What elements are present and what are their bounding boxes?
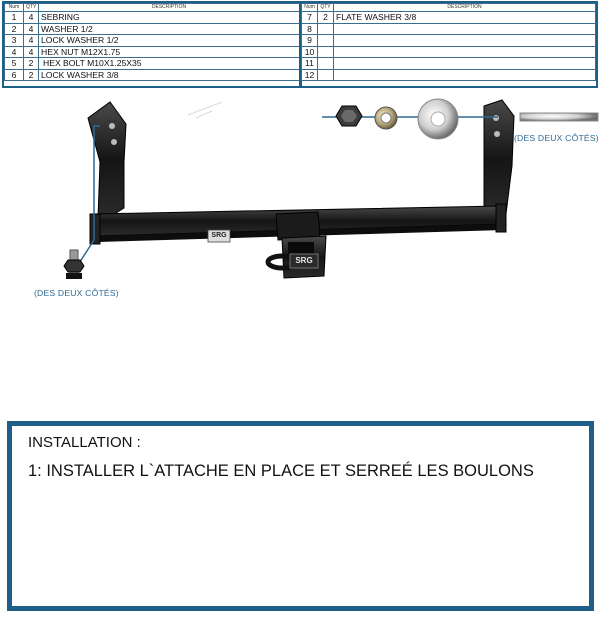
cell-desc: LOCK WASHER 1/2 (39, 35, 300, 47)
installation-box (7, 421, 594, 611)
installation-step-1: 1: INSTALLER L`ATTACHE EN PLACE ET SERREÉ LES BOULONS (28, 462, 534, 480)
cell-desc (334, 46, 596, 58)
cell-num: 10 (302, 46, 318, 58)
cell-qty (318, 46, 334, 58)
hitch-diagram (0, 90, 600, 410)
cell-desc: HEX BOLT M10X1.25X35 (39, 58, 300, 70)
cell-qty: 4 (24, 12, 39, 24)
table-header-row (302, 4, 596, 12)
table-row (302, 46, 596, 58)
cell-desc (334, 35, 596, 47)
table-row (5, 58, 300, 70)
cell-num: 5 (5, 58, 24, 70)
cell-desc (334, 69, 596, 81)
parts-table (2, 1, 598, 88)
cell-num: 3 (5, 35, 24, 47)
receiver-tube (276, 212, 320, 240)
cell-desc: LOCK WASHER 3/8 (39, 69, 300, 81)
table-row (5, 69, 300, 81)
cell-desc (334, 23, 596, 35)
table-row (302, 12, 596, 24)
cell-num: 7 (302, 12, 318, 24)
logo-srg-receiver: SRG (295, 256, 313, 265)
cell-qty (318, 69, 334, 81)
cell-desc: FLATE WASHER 3/8 (334, 12, 596, 24)
cell-qty (318, 23, 334, 35)
caption-right-both-sides: (DES DEUX CÔTÉS) (514, 133, 599, 143)
cell-num: 4 (5, 46, 24, 58)
header-num: Num (5, 4, 24, 12)
table-row (5, 23, 300, 35)
header-qty: QTY (24, 4, 39, 12)
table-row (302, 58, 596, 70)
cell-desc: SEBRING (39, 12, 300, 24)
hitch-illustration (0, 90, 600, 410)
parts-table-right (301, 3, 596, 81)
hex-bolt-left (64, 250, 84, 279)
cell-qty: 4 (24, 46, 39, 58)
header-description: DESCRIPTION (39, 4, 300, 12)
installation-heading: INSTALLATION : (28, 434, 141, 451)
table-row (5, 35, 300, 47)
cell-qty: 2 (24, 58, 39, 70)
header-qty: QTY (318, 4, 334, 12)
cell-qty (318, 58, 334, 70)
cell-qty: 2 (24, 69, 39, 81)
cell-num: 11 (302, 58, 318, 70)
table-header-row (5, 4, 300, 12)
cell-desc: WASHER 1/2 (39, 23, 300, 35)
hex-bolt-right (520, 113, 598, 121)
sketch-line (188, 102, 222, 118)
cell-qty: 4 (24, 23, 39, 35)
cell-desc: HEX NUT M12X1.75 (39, 46, 300, 58)
cell-qty (318, 35, 334, 47)
caption-left-both-sides: (DES DEUX CÔTÉS) (34, 288, 119, 298)
table-row (302, 23, 596, 35)
cell-num: 9 (302, 35, 318, 47)
header-description: DESCRIPTION (334, 4, 596, 12)
logo-srg: SRG (211, 232, 227, 239)
table-row (302, 35, 596, 47)
parts-table-left (4, 3, 300, 81)
cell-qty: 2 (318, 12, 334, 24)
table-row (5, 12, 300, 24)
cell-desc (334, 58, 596, 70)
cell-num: 12 (302, 69, 318, 81)
header-num: Num (302, 4, 318, 12)
cell-num: 6 (5, 69, 24, 81)
table-row (5, 46, 300, 58)
cell-num: 1 (5, 12, 24, 24)
table-row (302, 69, 596, 81)
cell-qty: 4 (24, 35, 39, 47)
cell-num: 8 (302, 23, 318, 35)
cell-num: 2 (5, 23, 24, 35)
